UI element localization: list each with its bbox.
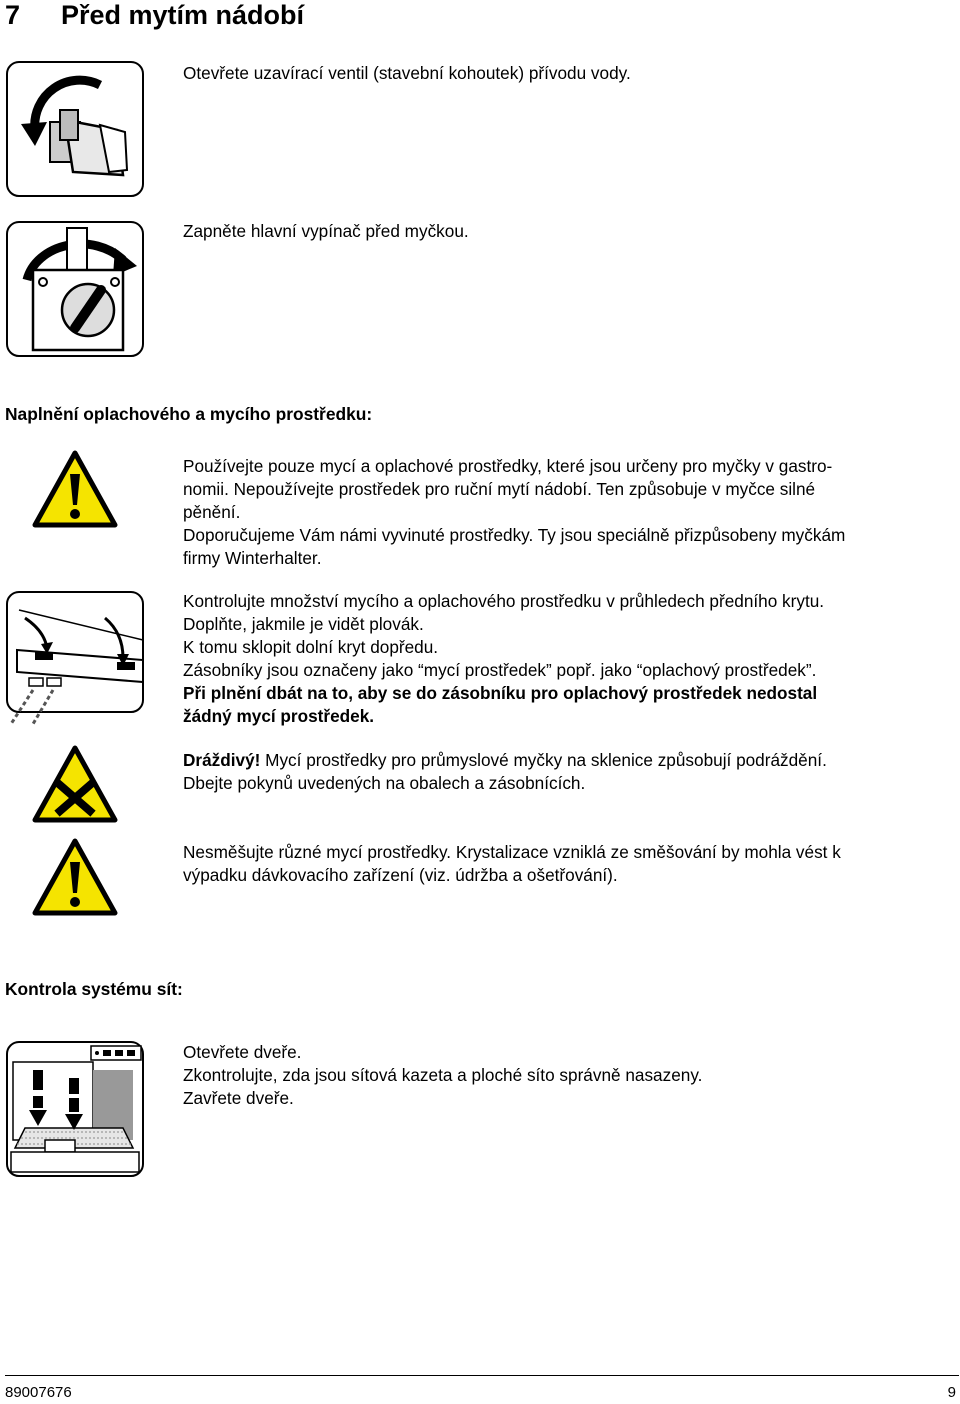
text-line: K tomu sklopit dolní kryt dopředu. <box>183 637 439 657</box>
irritant-text <box>183 749 827 795</box>
text-line: Zavřete dveře. <box>183 1088 294 1108</box>
text-line: Doporučujeme Vám námi vyvinuté prostředky. Ty jsou speciálně přizpůsobeny myčkám <box>183 525 846 545</box>
text-line-bold: Při plnění dbát na to, aby se do zásobníku pro oplachový prostředek nedostal <box>183 683 818 703</box>
section-heading-detergent: Naplnění oplachového a mycího prostředku: <box>5 404 373 424</box>
text-line: Používejte pouze mycí a oplachové prostředky, které jsou určeny pro myčky v gastro- <box>183 456 833 476</box>
check-level-text <box>183 590 824 728</box>
no-mixing-text <box>183 841 841 887</box>
irritant-line-rest: Mycí prostředky pro průmyslové myčky na sklenice způsobují podráždění. <box>260 750 827 770</box>
text-line: Doplňte, jakmile je vidět plovák. <box>183 614 424 634</box>
page-title <box>5 0 304 31</box>
detergent-container-illustration <box>5 590 145 730</box>
irritant-label: Dráždivý! <box>183 750 261 770</box>
text-line: výpadku dávkovacího zařízení (viz. údržba a ošetřování). <box>183 865 618 885</box>
irritant-hazard-icon <box>32 745 118 823</box>
water-valve-illustration <box>5 60 145 198</box>
warning-exclamation-icon <box>32 838 118 916</box>
step-main-switch: Zapněte hlavní vypínač před myčkou. <box>183 221 469 241</box>
text-line: Otevřete dveře. <box>183 1042 302 1062</box>
main-switch-illustration <box>5 220 145 358</box>
footer-divider <box>5 1375 959 1376</box>
sieve-system-illustration <box>5 1040 145 1180</box>
text-line: firmy Winterhalter. <box>183 548 322 568</box>
chapter-number: 7 <box>5 0 21 30</box>
text-line: Zásobníky jsou označeny jako “mycí prostředek” popř. jako “oplachový prostředek”. <box>183 660 817 680</box>
warning-detergent-text <box>183 455 845 570</box>
section-heading-sieve: Kontrola systému sít: <box>5 979 183 999</box>
text-line: nomii. Nepoužívejte prostředek pro ruční mytí nádobí. Ten způsobuje v myčce silné <box>183 479 816 499</box>
sieve-check-text <box>183 1041 702 1110</box>
text-line: Dbejte pokynů uvedených na obalech a zásobnících. <box>183 773 586 793</box>
step-open-valve: Otevřete uzavírací ventil (stavební kohoutek) přívodu vody. <box>183 63 631 83</box>
text-line: Kontrolujte množství mycího a oplachového prostředku v průhledech předního krytu. <box>183 591 825 611</box>
text-line: Zkontrolujte, zda jsou sítová kazeta a ploché síto správně nasazeny. <box>183 1065 703 1085</box>
text-line: pěnění. <box>183 502 241 522</box>
document-number: 89007676 <box>5 1384 72 1401</box>
text-line: Nesměšujte různé mycí prostředky. Krystalizace vzniklá ze směšování by mohla vést k <box>183 842 841 862</box>
page-number: 9 <box>947 1384 956 1401</box>
chapter-title: Před mytím nádobí <box>61 0 305 30</box>
warning-exclamation-icon <box>32 450 118 528</box>
text-line-bold: žádný mycí prostředek. <box>183 706 375 726</box>
